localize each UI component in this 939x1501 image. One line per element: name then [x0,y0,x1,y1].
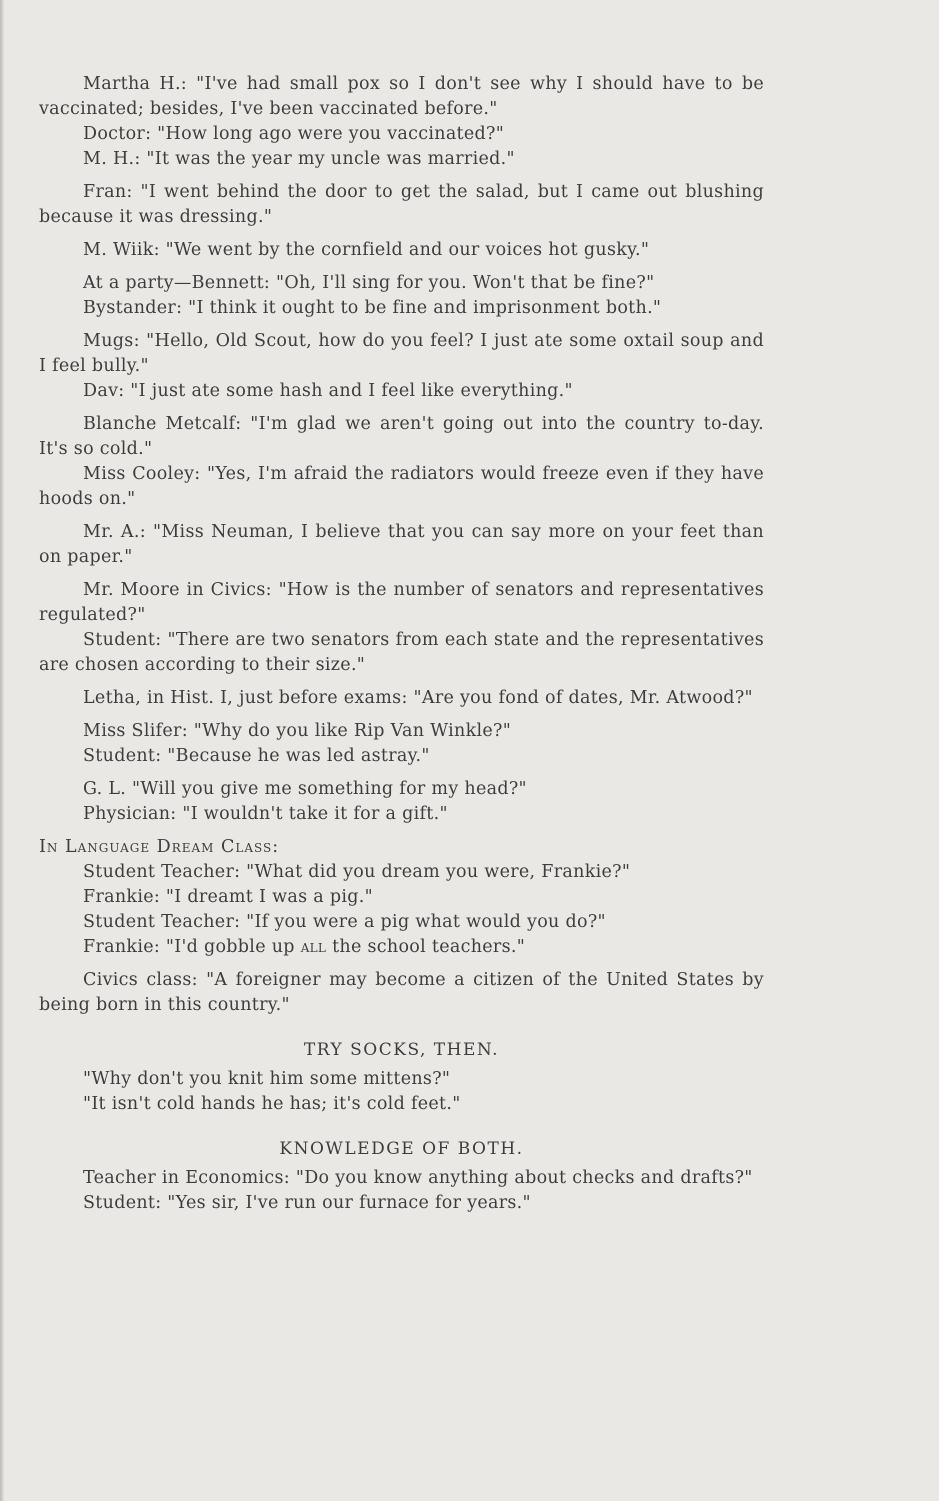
dream-class-line: Student Teacher: "What did you dream you were, Frankie?" [83,862,631,882]
joke-line: M. H.: "It was the year my uncle was married." [83,149,515,169]
civics-joke: Civics class: "A foreigner may become a citizen of the United States by being born in this country." [39,970,764,1015]
emphasis-all: all [300,937,327,957]
joke-line: Mr. Moore in Civics: "How is the number of senators and representatives regulated?" [39,580,764,625]
joke-line: Martha H.: "I've had small pox so I don't see why I should have to be vaccinated; besides, I've been vaccinated before." [39,74,764,119]
socks-line: "It isn't cold hands he has; it's cold feet." [83,1094,461,1114]
dream-class-heading: In Language Dream Class: [39,837,280,857]
joke-line: Bystander: "I think it ought to be fine and imprisonment both." [83,298,662,318]
joke-line: Fran: "I went behind the door to get the salad, but I came out blushing because it was dressing." [39,182,764,227]
joke-line: Blanche Metcalf: "I'm glad we aren't going out into the country to-day. It's so cold." [39,414,764,459]
joke-line: Mr. A.: "Miss Neuman, I believe that you can say more on your feet than on paper." [39,522,764,567]
joke-line: G. L. "Will you give me something for my head?" [83,779,527,799]
dream-class-line: Student Teacher: "If you were a pig what would you do?" [83,912,606,932]
section-title-socks: TRY SOCKS, THEN. [303,1040,500,1060]
joke-line: Physician: "I wouldn't take it for a gift." [83,804,448,824]
joke-line: Student: "There are two senators from each state and the representatives are chosen according to their size." [39,630,764,675]
joke-line: Miss Slifer: "Why do you like Rip Van Winkle?" [83,721,512,741]
dream-class-line-start: Frankie: "I'd gobble up [83,937,295,957]
page-edge [0,0,4,1501]
joke-line: At a party—Bennett: "Oh, I'll sing for you. Won't that be fine?" [83,273,655,293]
section-title-knowledge: KNOWLEDGE OF BOTH. [279,1139,524,1159]
dream-class-line-end: the school teachers." [326,937,526,957]
knowledge-line: Teacher in Economics: "Do you know anything about checks and drafts?" [83,1168,753,1188]
joke-line: Student: "Because he was led astray." [83,746,430,766]
dream-class-line: Frankie: "I dreamt I was a pig." [83,887,373,907]
page-content [39,72,764,1216]
joke-line: Dav: "I just ate some hash and I feel like everything." [83,381,573,401]
dream-class-line [39,935,764,960]
joke-line: M. Wiik: "We went by the cornfield and our voices hot gusky." [83,240,650,260]
joke-line: Miss Cooley: "Yes, I'm afraid the radiators would freeze even if they have hoods on." [39,464,764,509]
knowledge-line: Student: "Yes sir, I've run our furnace for years." [83,1193,531,1213]
socks-line: "Why don't you knit him some mittens?" [83,1069,451,1089]
joke-line: Doctor: "How long ago were you vaccinated?" [83,124,505,144]
joke-line: Letha, in Hist. I, just before exams: "Are you fond of dates, Mr. Atwood?" [83,688,753,708]
joke-line: Mugs: "Hello, Old Scout, how do you feel? I just ate some oxtail soup and I feel bully." [39,331,764,376]
